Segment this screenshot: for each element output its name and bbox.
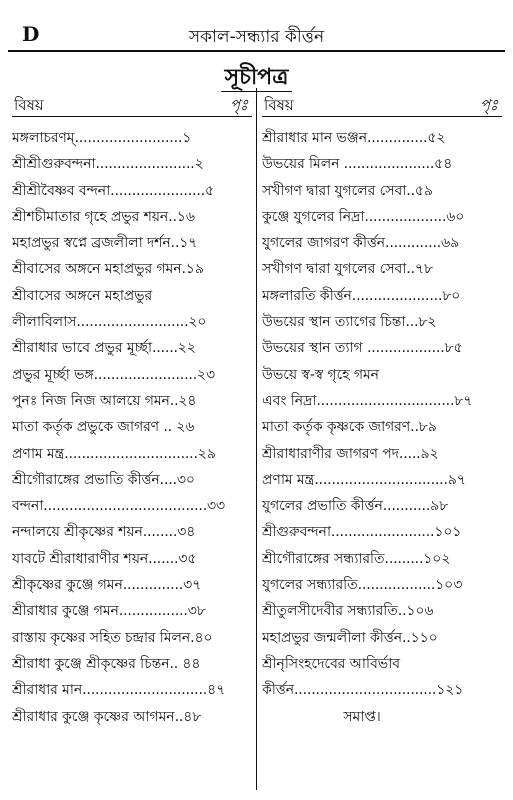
toc-entry: শ্রীগৌরাঙ্গের সন্ধ্যারতি.........১০২ (262, 550, 451, 567)
column-header-right (262, 92, 502, 117)
toc-entry: মহাপ্রভুর জন্মলীলা কীর্ত্তন..১১০ (262, 629, 438, 646)
toc-entry: শ্রীশ্রীবৈষ্ণব বন্দনা......................৫ (12, 182, 214, 199)
end-note: সমাপ্ত। (343, 708, 381, 725)
signature-letter: D (22, 22, 40, 46)
toc-entry: শ্রীগুরুবন্দনা........................১০১ (262, 524, 462, 541)
running-header (8, 10, 505, 52)
toc-entry: শ্রীরাধার কুঞ্জে গমন................৩৮ (12, 603, 206, 620)
toc-entry: উভয়ের স্থান ত্যাগ ..................৮৫ (262, 340, 463, 357)
toc-entry: প্রণাম মন্ত্র...............................৯৭ (262, 471, 466, 488)
toc-entry: যুগলের প্রভাতি কীর্ত্তন...........৯৮ (262, 498, 449, 515)
toc-entry: মাতা কর্তৃক কৃষ্ণকে জাগরণ..৮৯ (262, 419, 437, 436)
page-label: পৃঃ (479, 96, 498, 114)
toc-entry: যুগলের জাগরণ কীর্ত্তন.............৬৯ (262, 235, 460, 252)
toc-heading-text: সূচীপত্র (221, 65, 293, 92)
toc-entry: মাতা কর্তৃক প্রভুকে জাগরণ .. ২৬ (12, 419, 195, 436)
toc-entry: যাবটে শ্রীরাধারাণীর শয়ন.......৩৫ (12, 550, 197, 567)
toc-entry: যুগলের সন্ধ্যারতি..................১০৩ (262, 577, 463, 594)
toc-entry: প্রণাম মন্ত্র...............................২৯ (12, 445, 216, 462)
toc-entry: উভয়ে স্ব-স্ব গৃহে গমন (262, 366, 379, 383)
toc-entry: শ্রীকৃষ্ণের কুঞ্জে গমন..............৩৭ (12, 577, 202, 594)
toc-entry: উভয়ের মিলন .....................৫৪ (262, 156, 453, 173)
toc-entry: শ্রীনৃসিংহদেবের আবির্ভাব (262, 655, 400, 672)
toc-entry: শ্রীরাধার কুঞ্জে কৃষ্ণের আগমন..৪৮ (12, 708, 202, 725)
toc-entry: বন্দনা......................................৩৩ (12, 498, 226, 515)
toc-entry: নন্দালয়ে শ্রীকৃষ্ণের শয়ন........৩৪ (12, 524, 196, 541)
column-divider (256, 88, 257, 790)
toc-entry: শ্রীরাধারাণীর জাগরণ পদ.....৯২ (262, 445, 439, 462)
subject-label: বিষয় (264, 96, 294, 114)
toc-column-right (262, 92, 502, 730)
toc-entry: মহাপ্রভুর স্বপ্নে ব্রজলীলা দর্শন..১৭ (12, 235, 198, 252)
subject-label: বিষয় (14, 96, 44, 114)
toc-entry: সখীগণ দ্বারা যুগলের সেবা..৫৯ (262, 182, 433, 199)
toc-entry: লীলাবিলাস..........................২০ (12, 314, 207, 331)
toc-entry: মঙ্গলারতি কীর্ত্তন.....................৮০ (262, 287, 461, 304)
toc-entry: কীর্ত্তন.................................১২১ (262, 682, 464, 699)
toc-entry: রাস্তায় কৃষ্ণের সহিত চন্দ্রার মিলন.৪০ (12, 629, 213, 646)
column-header-left (12, 92, 252, 117)
toc-entry: শ্রীগৌরাঙ্গের প্রভাতি কীর্ত্তন....৩০ (12, 471, 195, 488)
toc-entry: শ্রীরাধা কুঞ্জে শ্রীকৃষ্ণের চিন্তন.. ৪৪ (12, 655, 201, 672)
toc-entry: প্রভুর মূর্চ্ছা ভঙ্গ........................২৩ (12, 366, 216, 383)
toc-entry: শ্রীরাধার মান ভঞ্জন..............৫২ (262, 130, 446, 146)
page-label: পৃঃ (229, 96, 248, 114)
toc-entry: শ্রীবাসের অঙ্গনে মহাপ্রভুর (12, 287, 153, 304)
toc-entry: সখীগণ দ্বারা যুগলের সেবা..৭৮ (262, 261, 433, 278)
toc-entry: শ্রীশ্রীগুরুবন্দনা.......................২ (12, 156, 204, 173)
toc-entry: কুঞ্জে যুগলের নিদ্রা...................৬০ (262, 208, 465, 225)
toc-column-left (12, 92, 252, 730)
toc-entry: শ্রীরাধার মান.............................৪৭ (12, 682, 226, 699)
toc-entry: শ্রীবাসের অঙ্গনে মহাপ্রভুর গমন.১৯ (12, 261, 204, 278)
toc-entry: উভয়ের স্থান ত্যাগের চিন্তা...৮২ (262, 314, 437, 331)
toc-entry: শ্রীশচীমাতার গৃহে প্রভুর শয়ন..১৬ (12, 208, 195, 225)
toc-entry: পুনঃ নিজ নিজ আলয়ে গমন..২৪ (12, 392, 197, 409)
toc-entry: শ্রীতুলসীদেবীর সন্ধ্যারতি..১০৬ (262, 603, 434, 620)
toc-entry: এবং নিদ্রা................................৮৭ (262, 392, 473, 409)
book-title: সকাল-সন্ধ্যার কীর্ত্তন (188, 27, 325, 47)
toc-entry: মঙ্গলাচরণম্.........................১ (12, 130, 192, 146)
toc-entry: শ্রীরাধার ভাবে প্রভুর মূর্চ্ছা......২২ (12, 340, 196, 357)
